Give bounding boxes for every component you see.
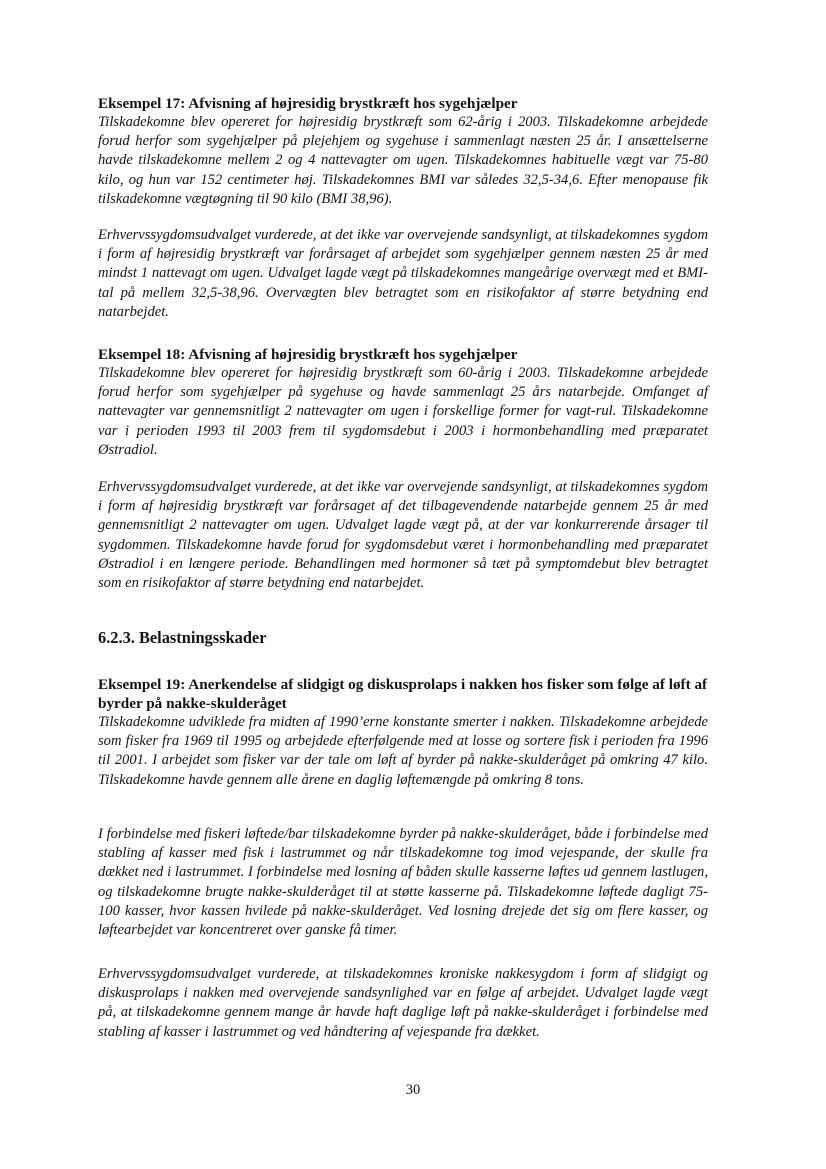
- example-19-assessment: [98, 965, 708, 1042]
- example-18-case-text: Tilskadekomne blev opereret for højresidig brystkræft som 60-årig i 2003. Tilskadekomne arbejdede forud herfor som sygehjælper på sygehuse og havde sammenlagt 25 års natarbejde. Omfanget af nattevagter var gennemsnitligt 2 nattevagter om ugen i forskellige former for vagt-rul. Tilskadekomne var i perioden 1993 til 2003 frem til sygdomsdebut i 2003 i hormonbehandling med præparatet Østradiol.: [98, 365, 708, 458]
- example-18-assessment-text: Erhvervssygdomsudvalget vurderede, at det ikke var overvejende sandsynligt, at tilskadekomnes sygdom i form af højresidig brystkræft var forårsaget af det tilbagevendende natarbejde gennem 25 år med gennemsnitligt 2 nattevagter om ugen. Udvalget lagde vægt på, at der var konkurrerende årsager til sygdommen. Tilskadekomne havde forud for sygdomsdebut været i hormonbehandling med præparatet Østradiol i en længere periode. Behandlingen med hormoner så tæt på symptomdebut blev betragtet som en risikofaktor af større betydning end natarbejdet.: [98, 479, 708, 592]
- example-17-assessment: [98, 226, 708, 322]
- example-17-case-text: Tilskadekomne blev opereret for højresidig brystkræft som 62-årig i 2003. Tilskadekomne arbejdede forud herfor som sygehjælper på plejehjem og sygehuse i sammenlagt næsten 25 år. I ansættelserne havde tilskadekomne mellem 2 og 4 nattevagter om ugen. Tilskadekomnes habituelle vægt var 75-80 kilo, og hun var 152 centimeter høj. Tilskadekomnes BMI var således 32,5-34,6. Efter menopause fik tilskadekomne vægtøgning til 90 kilo (BMI 38,96).: [98, 114, 708, 207]
- example-19-details-text: I forbindelse med fiskeri løftede/bar tilskadekomne byrder på nakke-skulderåget, både i forbindelse med stabling af kasser med fisk i lastrummet og når tilskadekomne tog imod vejespande, der skulle fra dækket ned i lastrummet. I forbindelse med losning af båden skulle kasserne løftes ud gennem lastlugen, og tilskadekomne brugte nakke-skulderåget til at støtte kasserne på. Tilskadekomne løftede dagligt 75-100 kasser, hvor kassen hvilede på nakke-skulderåget. Ved losning drejede det sig om flere kasser, og løftearbejdet var koncentreret over ganske få timer.: [98, 826, 708, 939]
- example-18-heading: Eksempel 18: Afvisning af højresidig brystkræft hos sygehjælper: [98, 346, 518, 363]
- section-6-2-3: [98, 628, 708, 648]
- example-18: [98, 345, 708, 460]
- example-17-assessment-text: Erhvervssygdomsudvalget vurderede, at det ikke var overvejende sandsynligt, at tilskadekomnes sygdom i form af højresidig brystkræft var forårsaget af arbejdet som sygehjælper gennem næsten 25 år med mindst 1 nattevagt om ugen. Udvalget lagde vægt på tilskadekomnes mangeårige overvægt med et BMI-tal på mellem 32,5-38,96. Overvægten blev betragtet som en risikofaktor af større betydning end natarbejdet.: [98, 227, 708, 320]
- example-17-heading: Eksempel 17: Afvisning af højresidig brystkræft hos sygehjælper: [98, 95, 518, 112]
- section-heading: 6.2.3. Belastningsskader: [98, 628, 267, 647]
- example-19-assessment-text: Erhvervssygdomsudvalget vurderede, at tilskadekomnes kroniske nakkesygdom i form af slidgigt og diskusprolaps i nakken med overvejende sandsynlighed var en følge af arbejdet. Udvalget lagde vægt på, at tilskadekomne gennem mange år havde haft daglige løft på nakke-skulderåget i forbindelse med stabling af kasser i lastrummet og ved håndtering af vejespande fra dækket.: [98, 966, 708, 1040]
- example-19: [98, 675, 708, 790]
- example-18-assessment: [98, 478, 708, 593]
- example-19-case-text: Tilskadekomne udviklede fra midten af 1990’erne konstante smerter i nakken. Tilskadekomne arbejdede som fisker fra 1969 til 1995 og arbejdede efterfølgende med at losse og sortere fisk i perioden fra 1996 til 2001. I arbejdet som fisker var der tale om løft af byrder på nakke-skulderåget på omkring 47 kilo. Tilskadekomne havde gennem alle årene en daglig løftemængde på omkring 8 tons.: [98, 714, 708, 788]
- example-19-details: [98, 825, 708, 940]
- example-19-heading: Eksempel 19: Anerkendelse af slidgigt og diskusprolaps i nakken hos fisker som følge af løft af byrder på nakke-skulderåget: [98, 676, 708, 712]
- page-number: 30: [405, 1082, 421, 1098]
- example-17: [98, 94, 708, 209]
